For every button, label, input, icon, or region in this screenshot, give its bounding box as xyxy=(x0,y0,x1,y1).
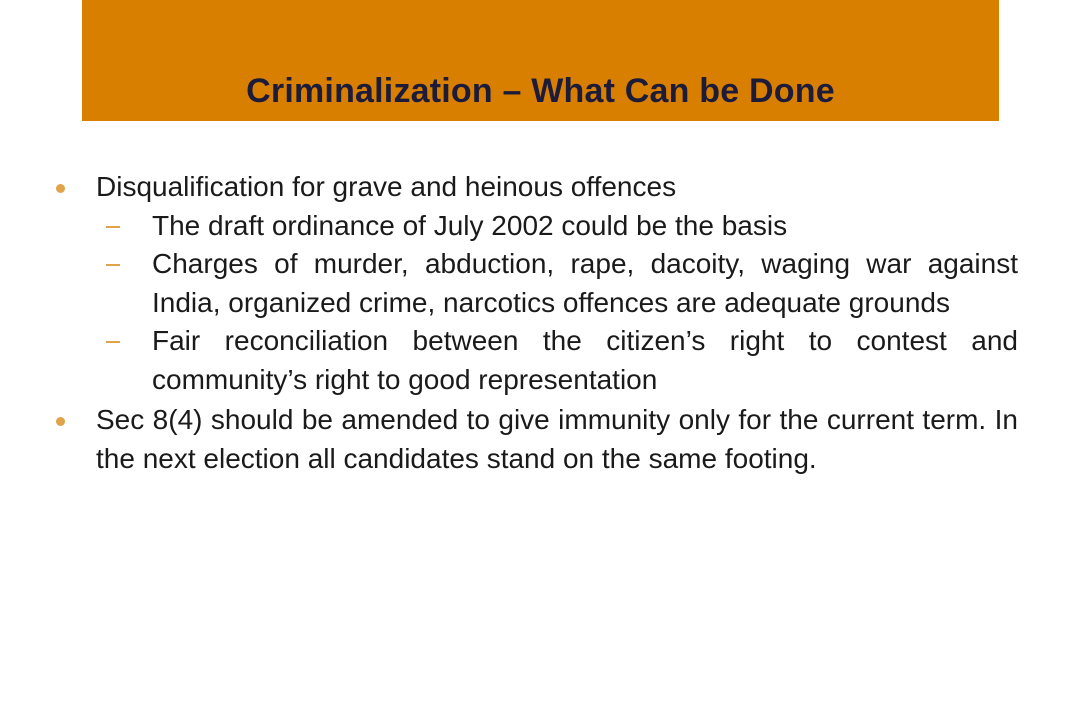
bullet-item xyxy=(48,168,1018,207)
sub-item-text: Fair reconciliation between the citizen’s right to contest and community’s right to good representation xyxy=(152,325,1018,395)
dash-icon xyxy=(106,226,120,228)
sub-item xyxy=(48,322,1018,399)
sub-item-text: Charges of murder, abduction, rape, dacoity, waging war against India, organized crime, narcotics offences are adequate grounds xyxy=(152,248,1018,318)
bullet-dot-icon xyxy=(56,184,65,193)
slide-title: Criminalization – What Can be Done xyxy=(246,72,835,110)
bullet-dot-icon xyxy=(56,417,65,426)
sub-item xyxy=(48,245,1018,322)
slide-content xyxy=(48,168,1018,478)
sub-item xyxy=(48,207,1018,246)
dash-icon xyxy=(106,264,120,266)
bullet-item xyxy=(48,401,1018,478)
sub-list xyxy=(48,207,1018,400)
title-bar xyxy=(82,0,999,121)
bullet-text: Disqualification for grave and heinous offences xyxy=(96,171,677,202)
bullet-text: Sec 8(4) should be amended to give immunity only for the current term. In the next election all candidates stand on the same footing. xyxy=(96,404,1018,474)
dash-icon xyxy=(106,341,120,343)
sub-item-text: The draft ordinance of July 2002 could be the basis xyxy=(152,209,788,241)
